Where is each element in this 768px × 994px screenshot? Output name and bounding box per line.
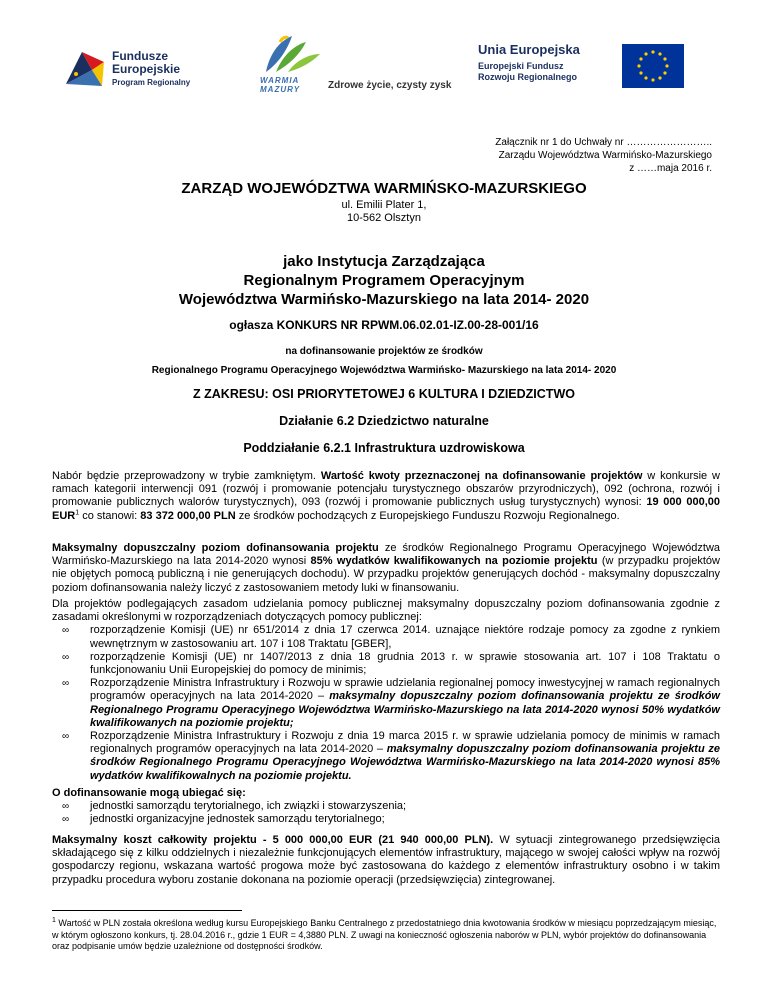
institution-line1: jako Instytucja Zarządzająca bbox=[283, 253, 485, 270]
funding-line1: na dofinansowanie projektów ze środków bbox=[285, 346, 483, 357]
annex-line2: Zarządu Województwa Warmińsko-Mazurskiego bbox=[498, 150, 712, 161]
state-aid-paragraph bbox=[52, 598, 720, 783]
list-item: ∞ rozporządzenie Komisji (UE) nr 651/2014 z dnia 17 czerwca 2014. uznające niektóre rodzaje pomocy za zgodne z rynkiem wewnętrznym w zastosowaniu art. 107 i 108 Traktatu [GBER], bbox=[52, 624, 720, 650]
submeasure-title: Poddziałanie 6.2.1 Infrastruktura uzdrowiskowa bbox=[243, 441, 525, 455]
list-item: ∞ jednostki samorządu terytorialnego, ich związki i stowarzyszenia; bbox=[52, 800, 720, 813]
eu-flag-icon bbox=[622, 44, 684, 88]
p3-b4-text: Rozporządzenie Ministra Infrastruktury i Rozwoju z dnia 19 marca 2015 r. w sprawie udzielania pomocy de minimis w ramach regionalnych programów operacyjnych na lata 2014-2020 – bbox=[90, 730, 720, 756]
p5-text-b: W sytuacji zintegrowanego przedsięwzięcia składającego się z kilku oddzielnych i niezależnie funkcjonujących elementów infrastruktury, mającego w swojej całości wpływ na rozwój gospodarczy regionu, wskazana wartość progowa może być zastosowana do każdego z elementów infrastruktury osobno i w takim przypadku procedura wyboru zostanie dokonana na poziomie operacji (przedsięwzięcia) zintegrowanej. bbox=[52, 834, 720, 886]
logo-bar bbox=[0, 30, 768, 110]
p2-text-d: (w przypadku projektów nie objętych pomocą publiczną i nie generujących dochodu). W przypadku projektów generujących dochód - maksymalny dopuszczalny poziom dofinansowania należy liczyć z zastosowaniem metody luki w finansowaniu. bbox=[52, 555, 720, 594]
institution-line2: Regionalnym Programem Operacyjnym bbox=[243, 272, 525, 289]
p2-bold-a: Maksymalny dopuszczalny poziom dofinansowania projektu bbox=[52, 542, 379, 554]
ue-line1: Europejski Fundusz bbox=[478, 61, 564, 71]
applicants-list bbox=[52, 800, 720, 826]
p5-bold-a: Maksymalny koszt całkowity projektu - 5 000 000,00 EUR (21 940 000,00 PLN). bbox=[52, 834, 494, 846]
fundusze-europejskie-logo bbox=[62, 44, 212, 96]
address-line2: 10-562 Olsztyn bbox=[347, 212, 421, 224]
institution-line3: Województwa Warmińsko-Mazurskiego na lata 2014- 2020 bbox=[178, 291, 590, 308]
wm-line2: MAZURY bbox=[260, 85, 301, 94]
list-item bbox=[52, 677, 720, 730]
footnote-text: Wartość w PLN została określona według kursu Europejskiego Banku Centralnego z przedostatniego dnia kwotowania środków w miesiącu poprzedzającym miesiąc, w którym ogłoszono konkurs, tj. 28.04.2016 r., gdzie 1 EUR = 4,3880 PLN. Z uwagi na konieczność ogłoszenia naborów w PLN, wybór projektów do dofinansowania oraz podpisanie umów będzie uzależnione od dostępności środków. bbox=[52, 918, 717, 951]
p1-text-e: co stanowi: bbox=[79, 509, 141, 522]
p2-text-b: ze środków Regionalnego Programu Operacyjnego Województwa Warmińsko-Mazurskiego na lata 2014-2020 wynosi bbox=[52, 542, 721, 568]
eligible-applicants bbox=[52, 787, 720, 827]
p1-text-c: w konkursie w ramach kategorii interwencji 091 (rozwój i promowanie potencjału turystycznego obszarów przyrodniczych), 092 (ochrona, rozwój i promowanie publicznych walorów turystycznych), 093 (rozwój i promowanie publicznych usług turystycznych) wynosi: bbox=[52, 470, 720, 509]
ue-title: Unia Europejska bbox=[478, 42, 580, 57]
address bbox=[52, 199, 716, 225]
slogan: Zdrowe życie, czysty zysk bbox=[328, 80, 452, 91]
fe-star-icon bbox=[62, 44, 108, 90]
p3-b3-text: Rozporządzenie Ministra Infrastruktury i Rozwoju w sprawie udzielania regionalnej pomocy inwestycyjnej w ramach regionalnych programów operacyjnych na lata 2014-2020 – bbox=[90, 677, 720, 703]
p1-text-g: ze środków pochodzących z Europejskiego Funduszu Rozwoju Regionalnego. bbox=[235, 509, 620, 522]
p1-text-a: Nabór będzie przeprowadzony w trybie zamkniętym. bbox=[52, 470, 321, 482]
institution-heading bbox=[52, 252, 716, 309]
list-item bbox=[52, 730, 720, 783]
footnote-number: 1 bbox=[52, 917, 56, 924]
list-item: ∞ jednostki organizacyjne jednostek samorządu terytorialnego; bbox=[52, 813, 720, 826]
footnote-ref: 1 bbox=[75, 508, 80, 516]
unia-europejska-logo bbox=[478, 42, 618, 83]
board-title: ZARZĄD WOJEWÓDZTWA WARMIŃSKO-MAZURSKIEGO bbox=[181, 180, 587, 197]
warmia-mazury-bird-icon bbox=[258, 34, 328, 76]
regulation-list bbox=[52, 624, 720, 782]
max-cost-paragraph bbox=[52, 834, 720, 887]
allocation-paragraph bbox=[52, 470, 720, 523]
warmia-mazury-logo bbox=[258, 34, 338, 104]
ue-line2: Rozwoju Regionalnego bbox=[478, 72, 577, 82]
wm-line1: WARMIA bbox=[260, 76, 300, 85]
p2-bold-c: 85% wydatków kwalifikowanych na poziomie projektu bbox=[310, 555, 598, 568]
p1-amount-pln: 83 372 000,00 PLN bbox=[140, 509, 236, 522]
footnote-divider bbox=[52, 910, 242, 911]
measure-title: Działanie 6.2 Dziedzictwo naturalne bbox=[279, 414, 489, 428]
fe-line1: Fundusze bbox=[112, 49, 168, 63]
p3-b3-bold: maksymalny dopuszczalny poziom dofinansowania projektu ze środków Regionalnego Programu Operacyjnego Województwa Warmińsko-Mazurskiego na lata 2014-2020 wynosi 50% wydatków kwalifikowanych na poziomie projektu; bbox=[90, 690, 720, 729]
annex-line1: Załącznik nr 1 do Uchwały nr …………………….. bbox=[495, 137, 712, 148]
p3-b4-bold: maksymalny dopuszczalny poziom dofinansowania projektu ze środków Regionalnego Programu Operacyjnego Województwa Warmińsko-Mazurskiego na lata 2014-2020 wynosi 85% wydatków kwalifikowalnych na poziomie projektu. bbox=[90, 743, 720, 782]
annex-line3: z ……maja 2016 r. bbox=[629, 163, 712, 174]
competition-number: ogłasza KONKURS NR RPWM.06.02.01-IZ.00-28-001/16 bbox=[229, 318, 539, 332]
annex-note bbox=[452, 136, 712, 175]
p3-intro: Dla projektów podlegających zasadom udzielania pomocy publicznej maksymalny dopuszczalny poziom dofinansowania zgodnie z zasadami określonymi w rozporządzeniach dotyczących pomocy publicznej: bbox=[52, 598, 720, 624]
footnote bbox=[52, 918, 720, 953]
fe-line2: Europejskie bbox=[112, 62, 181, 76]
fe-line3: Program Regionalny bbox=[112, 78, 191, 87]
applicants-title: O dofinansowanie mogą ubiegać się: bbox=[52, 787, 246, 799]
priority-axis: Z ZAKRESU: OSI PRIORYTETOWEJ 6 KULTURA I DZIEDZICTWO bbox=[193, 387, 575, 401]
funding-line2: Regionalnego Programu Operacyjnego Województwa Warmińsko- Mazurskiego na lata 2014- 2020 bbox=[151, 365, 617, 376]
p1-amount-eur: 19 000 000,00 EUR bbox=[52, 496, 720, 522]
address-line1: ul. Emilii Plater 1, bbox=[341, 199, 427, 211]
p1-bold-b: Wartość kwoty przeznaczonej na dofinansowanie projektów bbox=[320, 470, 643, 482]
list-item: ∞ rozporządzenie Komisji (UE) nr 1407/2013 z dnia 18 grudnia 2013 r. w sprawie stosowania art. 107 i 108 Traktatu o funkcjonowaniu Unii Europejskiej do pomocy de minimis; bbox=[52, 651, 720, 677]
max-cofinancing-paragraph bbox=[52, 542, 720, 595]
